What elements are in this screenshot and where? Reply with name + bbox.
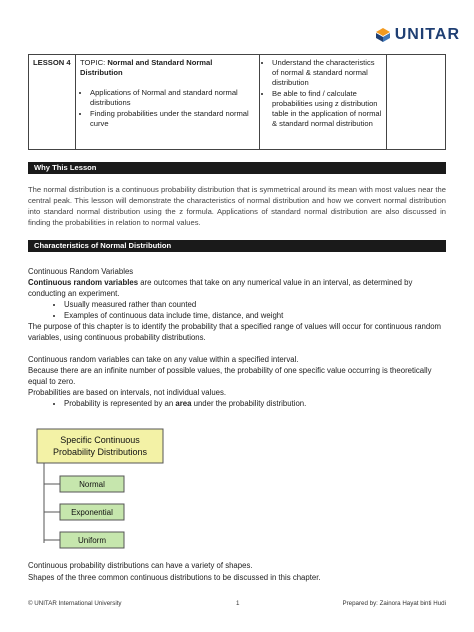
normal-label: Normal bbox=[79, 480, 105, 489]
uniform-label: Uniform bbox=[77, 536, 107, 545]
bullet-item: • Examples of continuous data include time, distance, and weight bbox=[64, 310, 446, 321]
intervals-text: Probabilities are based on intervals, not individual values. bbox=[28, 388, 227, 397]
area-bullets bbox=[28, 398, 446, 409]
footer-copyright: © UNITAR International University bbox=[28, 600, 122, 607]
lesson-label-cell bbox=[29, 55, 76, 150]
brand-name: UNITAR bbox=[394, 26, 460, 43]
topic-item: • Finding probabilities under the standard normal curve bbox=[90, 109, 255, 129]
lesson-label: LESSON 4 bbox=[33, 58, 71, 67]
distributions-diagram bbox=[36, 428, 164, 554]
closing-text-1: Continuous probability distributions can have a variety of shapes. bbox=[28, 561, 253, 570]
footer bbox=[28, 600, 446, 614]
area-item: • Probability is represented by an area under the probability distribution. bbox=[64, 398, 446, 409]
page-number: 1 bbox=[236, 600, 240, 607]
bullet-item: • Usually measured rather than counted bbox=[64, 299, 446, 310]
characteristics-heading: Characteristics of Normal Distribution bbox=[28, 240, 446, 252]
definition-term: Continuous random variables bbox=[28, 278, 139, 287]
empty-cell bbox=[387, 55, 446, 150]
characteristics-body bbox=[28, 266, 446, 409]
objectives-cell bbox=[260, 55, 387, 150]
infinite-text: Because there are an infinite number of possible values, the probability of one specific value occurring is theoretically equal to zero. bbox=[28, 366, 432, 386]
definition-rest: are outcomes that take on any numerical value in an interval, as determined by conducting an experiment. bbox=[28, 278, 413, 298]
subheading: Continuous Random Variables bbox=[28, 267, 134, 276]
topic-cell bbox=[76, 55, 260, 150]
footer-author: Prepared by: Zainora Hayat binti Hudi bbox=[342, 600, 446, 607]
objectives-list bbox=[264, 58, 382, 129]
definition bbox=[28, 277, 446, 299]
diagram-title-line2: Probability Distributions bbox=[52, 447, 148, 457]
topic-list bbox=[80, 88, 255, 129]
why-text: The normal distribution is a continuous probability distribution that is symmetrical around its mean with most values near the central peak. This lesson will demonstrate the characteristics of normal distribution and how we convert normal distribution into standard normal distribution using the z formula. Applications of standard normal distribution are also discussed in finding the probabilities in relation to normal values. bbox=[28, 185, 446, 227]
purpose-text: The purpose of this chapter is to identify the probability that a specified range of values will occur for continuous random variables, using continuous probability distributions. bbox=[28, 322, 442, 342]
area-term: area bbox=[175, 399, 192, 408]
diagram-title-line1: Specific Continuous bbox=[60, 435, 140, 445]
objective-item: • Understand the characteristics of normal & standard normal distribution bbox=[272, 58, 382, 88]
lesson-table bbox=[28, 54, 446, 150]
topic-title: Normal and Standard Normal Distribution bbox=[80, 58, 213, 77]
interval-text: Continuous random variables can take on any value within a specified interval. bbox=[28, 355, 299, 364]
unitar-logo bbox=[375, 26, 460, 44]
definition-bullets bbox=[28, 299, 446, 321]
unitar-logo-icon bbox=[375, 27, 391, 43]
topic-item: • Applications of Normal and standard normal distributions bbox=[90, 88, 255, 108]
why-heading: Why This Lesson bbox=[28, 162, 446, 174]
objective-item: • Be able to find / calculate probabilities using z distribution table in the application of normal & standard normal distribution bbox=[272, 89, 382, 129]
exponential-label: Exponential bbox=[71, 508, 113, 517]
topic-prefix: TOPIC: bbox=[80, 58, 106, 67]
closing-text-2: Shapes of the three common continuous distributions to be discussed in this chapter. bbox=[28, 573, 321, 582]
